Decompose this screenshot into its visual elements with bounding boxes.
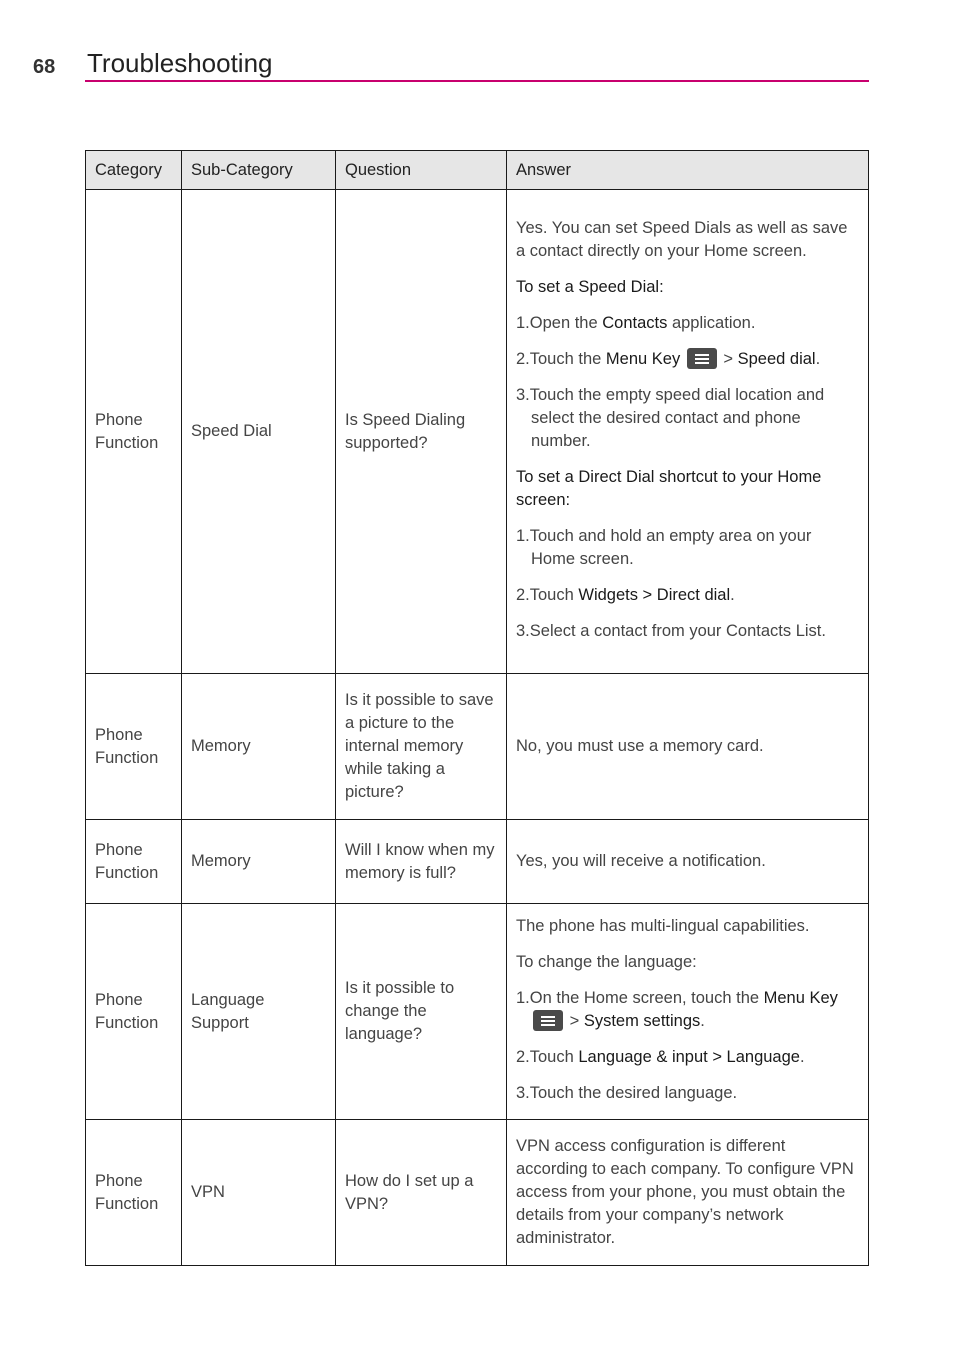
column-header-question: Question [336,151,507,190]
category-cell: Phone Function [86,820,182,904]
answer-step: 3.Touch the desired language. [516,1084,738,1102]
table-row [86,820,869,904]
menu-key-icon [533,1010,563,1031]
troubleshooting-table [85,150,869,1266]
answer-step: 1.On the Home screen, touch the Menu Key > System settings. [516,989,838,1030]
subcategory-cell: Memory [182,820,336,904]
category-cell: Phone Function [86,190,182,674]
answer-cell: Yes, you will receive a notification. [507,820,869,904]
question-cell: Is it possible to save a picture to the internal memory while taking a picture? [336,674,507,820]
subcategory-cell: Speed Dial [182,190,336,674]
title-divider [85,80,869,82]
answer-step: 1.Touch and hold an empty area on your Home screen. [516,527,812,568]
question-cell: Is it possible to change the language? [336,904,507,1120]
table-header-row [86,151,869,190]
page-number: 68 [33,56,56,78]
table-row [86,1120,869,1266]
table-row [86,674,869,820]
answer-step: 2.Touch the Menu Key > Speed dial. [516,350,821,368]
category-cell: Phone Function [86,1120,182,1266]
category-cell: Phone Function [86,904,182,1120]
subcategory-cell: Memory [182,674,336,820]
answer-step: 2.Touch Widgets > Direct dial. [516,586,735,604]
question-cell: Will I know when my memory is full? [336,820,507,904]
question-cell: How do I set up a VPN? [336,1120,507,1266]
answer-step: 1.Open the Contacts application. [516,314,756,332]
answer-step: 3.Touch the empty speed dial location and select the desired contact and phone number. [516,386,825,450]
answer-cell [507,190,869,674]
category-cell: Phone Function [86,674,182,820]
column-header-answer: Answer [507,151,869,190]
answer-step: 2.Touch Language & input > Language. [516,1048,805,1066]
column-header-subcategory: Sub-Category [182,151,336,190]
question-cell: Is Speed Dialing supported? [336,190,507,674]
answer-cell [507,904,869,1120]
answer-cell: VPN access configuration is different according to each company. To configure VPN access from your phone, you must obtain the details from your company’s network administrator. [507,1120,869,1266]
answer-step: 3.Select a contact from your Contacts List. [516,622,826,640]
answer-heading-speed-dial: To set a Speed Dial: [516,278,664,296]
column-header-category: Category [86,151,182,190]
subcategory-cell: VPN [182,1120,336,1266]
answer-text: To change the language: [516,953,697,971]
answer-cell: No, you must use a memory card. [507,674,869,820]
answer-intro: Yes. You can set Speed Dials as well as save a contact directly on your Home screen. [516,219,848,260]
answer-heading-direct-dial: To set a Direct Dial shortcut to your Home screen: [516,468,822,509]
page-title: Troubleshooting [87,48,273,78]
table-row [86,904,869,1120]
subcategory-cell: Language Support [182,904,336,1120]
menu-key-icon [687,348,717,369]
table-row [86,190,869,674]
answer-text: The phone has multi-lingual capabilities. [516,917,810,935]
